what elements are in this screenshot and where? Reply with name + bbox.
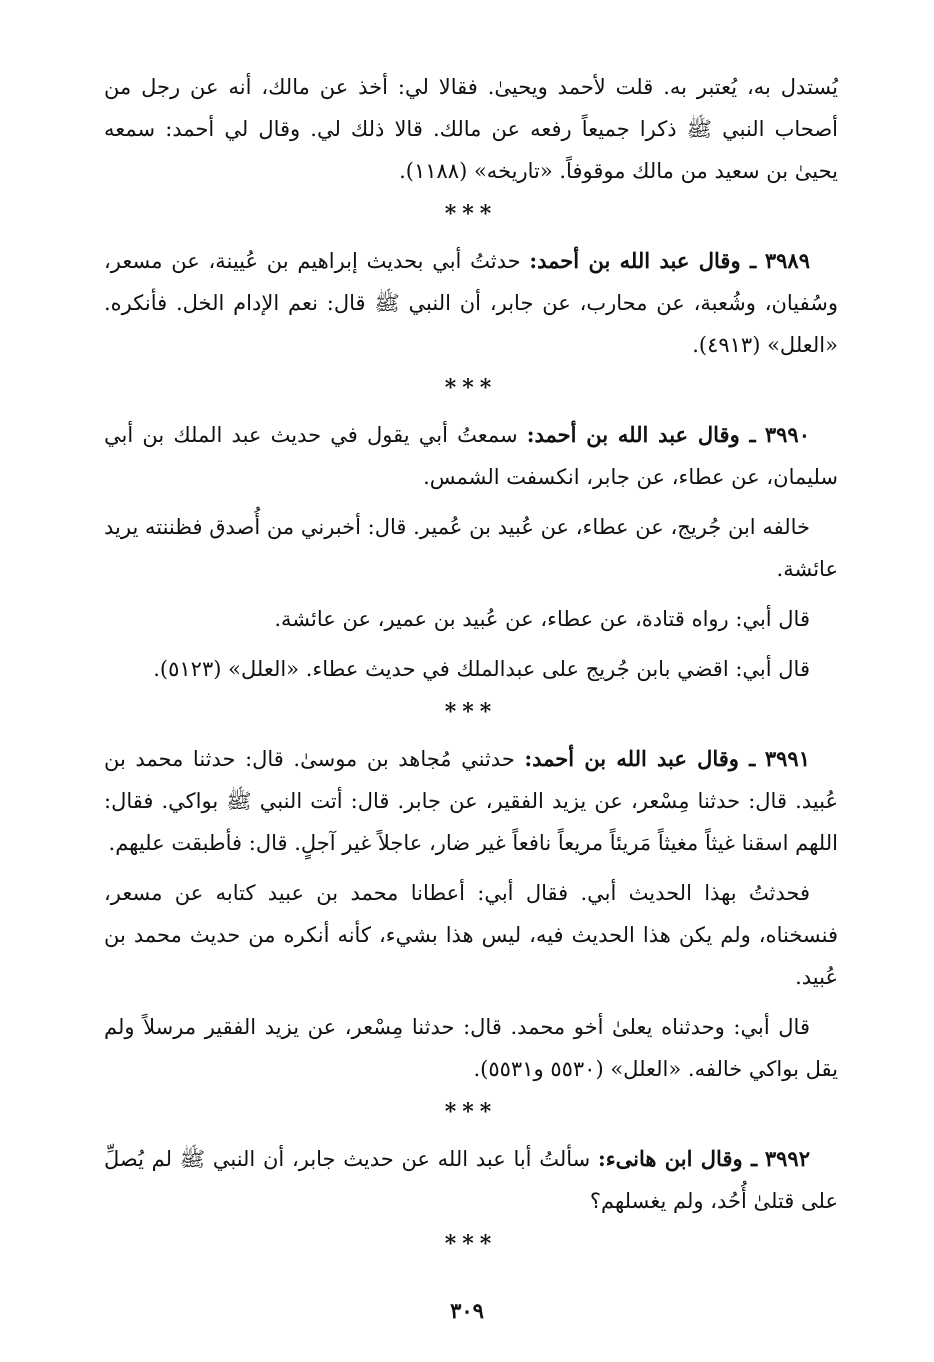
entry-text: حدثتُ أبي بحديث إبراهيم بن عُيينة، عن مسعر، وسُفيان، وشُعبة، عن محارب، عن جابر، أن النبي ﷺ قال: نعم الإدام الخل. فأنكره. «العلل» (٤٩١٣). — [104, 249, 838, 357]
entry-paragraph: خالفه ابن جُريج، عن عطاء، عن عُبيد بن عُمير. قال: أخبرني من أُصدق فظننته يريد عائشة. — [104, 515, 838, 581]
entry-paragraph: قال أبي: رواه قتادة، عن عطاء، عن عُبيد بن عمير، عن عائشة. — [274, 607, 810, 631]
entry-speaker: ـ وقال عبد الله بن أحمد: — [526, 422, 756, 447]
entry-paragraph: قال أبي: وحدثناه يعلىٰ أخو محمد. قال: حدثنا مِسْعر، عن يزيد الفقير مرسلاً ولم يقل بواكي خالفه. «العلل» (٥٥٣٠ و٥٥٣١). — [104, 1015, 838, 1081]
section-separator: *** — [444, 201, 498, 227]
entry-speaker: ـ وقال ابن هانىء: — [597, 1146, 758, 1171]
entry-3989 — [104, 240, 838, 366]
entry-speaker: ـ وقال عبد الله بن أحمد: — [524, 746, 756, 771]
entry-text: سمعتُ أبي يقول في حديث عبد الملك بن أبي سليمان، عن عطاء، عن جابر، انكسفت الشمس. — [104, 423, 838, 489]
entry-number: ٣٩٩٢ — [764, 1146, 810, 1171]
entry-number: ٣٩٩٠ — [764, 422, 810, 447]
section-separator: *** — [444, 375, 498, 401]
entry-paragraph: قال أبي: اقضي بابن جُريج على عبدالملك في حديث عطاء. «العلل» (٥١٢٣). — [153, 657, 810, 681]
section-separator: *** — [444, 1099, 498, 1125]
entry-number: ٣٩٩١ — [764, 746, 810, 771]
entry-text: سألتُ أبا عبد الله عن حديث جابر، أن النبي ﷺ لم يُصلِّ على قتلىٰ أُحُد، ولم يغسلهم؟ — [104, 1147, 838, 1213]
entry-3991 — [104, 738, 838, 864]
entry-text: حدثني مُجاهد بن موسىٰ. قال: حدثنا محمد بن عُبيد. قال: حدثنا مِسْعر، عن يزيد الفقير، عن جابر. قال: أتت النبي ﷺ بواكي. فقال: اللهم اسقنا غيثاً مغيثاً مَريئاً مريعاً نافعاً غير ضار، عاجلاً غير آجلٍ. قال: فأطبقت عليهم. — [104, 747, 838, 855]
entry-paragraph: فحدثتُ بهذا الحديث أبي. فقال أبي: أعطانا محمد بن عبيد كتابه عن مسعر، فنسخناه، ولم يكن هذا الحديث فيه، ليس هذا بشيء، كأنه أنكره من حديث محمد بن عُبيد. — [104, 881, 838, 989]
continued-paragraph: يُستدل به، يُعتبر به. قلت لأحمد ويحيىٰ. فقالا لي: أخذ عن مالك، أنه عن رجل من أصحاب النبي ﷺ ذكرا جميعاً رفعه عن مالك. قالا ذلك لي. وقال لي أحمد: سمعه يحيىٰ بن سعيد من مالك موقوفاً. «تاريخه» (١١٨٨). — [104, 75, 838, 183]
entry-3990 — [104, 414, 838, 498]
page-number: ٣٠٩ — [450, 1298, 484, 1323]
section-separator: *** — [444, 699, 498, 725]
entry-number: ٣٩٨٩ — [764, 248, 810, 273]
entry-speaker: ـ وقال عبد الله بن أحمد: — [529, 248, 757, 273]
section-separator: *** — [444, 1231, 498, 1257]
entry-3992 — [104, 1138, 838, 1222]
